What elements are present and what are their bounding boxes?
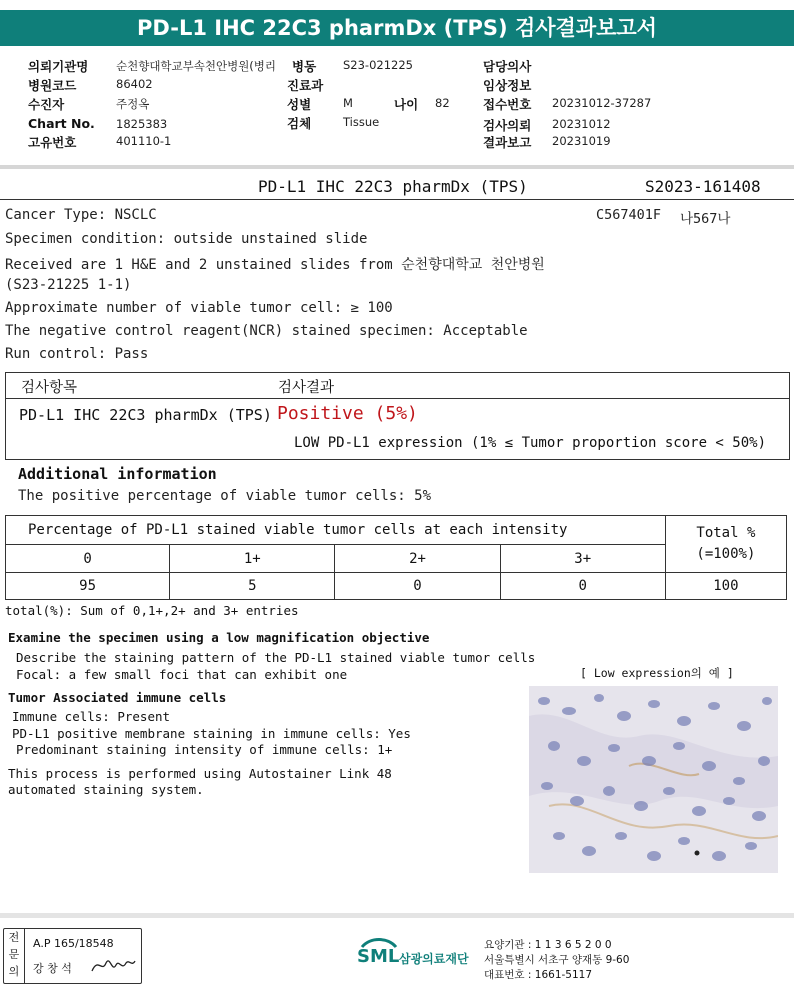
ward-label: 병동: [292, 59, 317, 74]
hospital-label: 의뢰기관명: [28, 59, 89, 74]
specimen-line: Cancer Type: NSCLC: [5, 207, 157, 223]
chart-no-label: Chart No.: [28, 116, 95, 131]
request-date-value: 20231012: [552, 117, 611, 131]
ward-value: S23-021225: [343, 58, 413, 72]
result-box: [5, 372, 790, 460]
footer-rule: [0, 913, 794, 918]
ap-number: A.P 165/18548: [33, 937, 114, 950]
intensity-value-0: 95: [6, 573, 170, 600]
age-label: 나이: [394, 97, 419, 112]
process-line-2: automated staining system.: [8, 782, 204, 797]
total-header-line-2: (=100%): [696, 546, 756, 562]
internal-code: C567401F: [596, 207, 662, 223]
total-header: [665, 516, 786, 573]
immune-line: Immune cells: Present: [12, 709, 171, 724]
additional-title: Additional information: [18, 465, 217, 483]
specimen-line: The negative control reagent(NCR) stained specimen: Acceptable: [5, 323, 528, 339]
doctor-label: 담당의사: [483, 59, 532, 74]
result-interpretation: LOW PD-L1 expression (1% ≤ Tumor proportion score < 50%): [294, 435, 767, 451]
result-col-item: 검사항목: [21, 380, 78, 396]
signature-icon: [88, 953, 138, 977]
result-col-result: 검사결과: [278, 380, 335, 396]
age-value: 82: [435, 96, 450, 110]
specimen-line: Received are 1 H&E and 2 unstained slides from 순천향대학교 천안병원: [5, 257, 545, 273]
specimen-line: Run control: Pass: [5, 346, 149, 362]
total-header-line-1: Total %: [696, 525, 756, 541]
intensity-table-header: Percentage of PD-L1 stained viable tumor cells at each intensity: [6, 516, 666, 545]
intensity-col-1: 1+: [170, 545, 335, 573]
doctor-name: 강 창 석: [33, 962, 72, 975]
specimen-value: Tissue: [343, 115, 380, 129]
specimen-line: (S23-21225 1-1): [5, 277, 132, 293]
clinical-info-label: 임상정보: [483, 78, 532, 93]
chart-no-value: 1825383: [116, 117, 168, 131]
result-value: Positive (5%): [277, 403, 418, 424]
report-title-bar: [0, 0, 794, 58]
micrograph-image: [529, 686, 778, 873]
specimen-line: Specimen condition: outside unstained slide: [5, 231, 368, 247]
intensity-table: [5, 515, 787, 600]
org-name: 삼광의료재단: [399, 952, 469, 966]
process-line-1: This process is performed using Autostainer Link 48: [8, 766, 392, 781]
report-title: PD-L1 IHC 22C3 pharmDx (TPS) 검사결과보고서: [137, 16, 657, 40]
request-date-label: 검사의뢰: [483, 118, 532, 133]
test-name-header: PD-L1 IHC 22C3 pharmDx (TPS): [258, 177, 528, 196]
hospital-code-label: 병원코드: [28, 78, 77, 93]
examine-line-1: Describe the staining pattern of the PD-L1 stained viable tumor cells: [16, 650, 536, 665]
institution-code: 요양기관 : 1 1 3 6 5 2 0 0: [484, 939, 612, 951]
unique-no-value: 401110-1: [116, 134, 172, 148]
unique-no-label: 고유번호: [28, 135, 77, 150]
intensity-col-0: 0: [6, 545, 170, 573]
result-box-header-rule: [6, 398, 789, 399]
intensity-value-3: 0: [500, 573, 665, 600]
specimen-line: Approximate number of viable tumor cell: ≥ 100: [5, 300, 393, 316]
table-footnote: total(%): Sum of 0,1+,2+ and 3+ entries: [5, 603, 299, 618]
examine-title: Examine the specimen using a low magnification objective: [8, 630, 430, 645]
accession-value: 20231012-37287: [552, 96, 652, 110]
stamp-char: 전: [8, 931, 20, 944]
immune-line: PD-L1 positive membrane staining in immune cells: Yes: [12, 726, 411, 741]
report-date-value: 20231019: [552, 134, 611, 148]
specimen-label: 검체: [287, 116, 312, 131]
intensity-value-1: 5: [170, 573, 335, 600]
stamp-column: [4, 929, 25, 983]
report-date-label: 결과보고: [483, 135, 532, 150]
hospital-value: 순천향대학교부속천안병원(병리: [116, 59, 277, 73]
test-number: S2023-161408: [645, 177, 761, 196]
result-test-item: PD-L1 IHC 22C3 pharmDx (TPS): [19, 406, 272, 424]
stamp-char: 의: [8, 965, 20, 978]
signature-box: [3, 928, 142, 984]
intensity-col-3: 3+: [500, 545, 665, 573]
org-address: 서울특별시 서초구 양재동 9-60: [484, 954, 630, 966]
header-rule: [0, 199, 794, 200]
image-caption: [ Low expression의 예 ]: [580, 666, 734, 680]
micrograph-svg: [529, 686, 778, 873]
immune-title: Tumor Associated immune cells: [8, 690, 227, 705]
hospital-code-value: 86402: [116, 77, 153, 91]
sex-value: M: [343, 96, 353, 110]
sml-logo: [356, 935, 474, 971]
immune-line: Predominant staining intensity of immune cells: 1+: [16, 742, 393, 757]
internal-code-2: 나567나: [680, 211, 731, 227]
accession-label: 접수번호: [483, 97, 532, 112]
logo-text: SML: [357, 946, 400, 967]
intensity-total: 100: [665, 573, 786, 600]
examine-line-2: Focal: a few small foci that can exhibit one: [16, 667, 348, 682]
additional-line: The positive percentage of viable tumor cells: 5%: [18, 488, 432, 504]
sex-label: 성별: [287, 97, 312, 112]
stamp-char: 문: [8, 948, 20, 961]
info-separator: [0, 165, 794, 169]
org-phone: 대표번호 : 1661-5117: [484, 969, 593, 981]
patient-name-value: 주정옥: [116, 97, 150, 111]
department-label: 진료과: [287, 78, 324, 93]
intensity-value-2: 0: [335, 573, 500, 600]
patient-name-label: 수진자: [28, 97, 65, 112]
intensity-col-2: 2+: [335, 545, 500, 573]
